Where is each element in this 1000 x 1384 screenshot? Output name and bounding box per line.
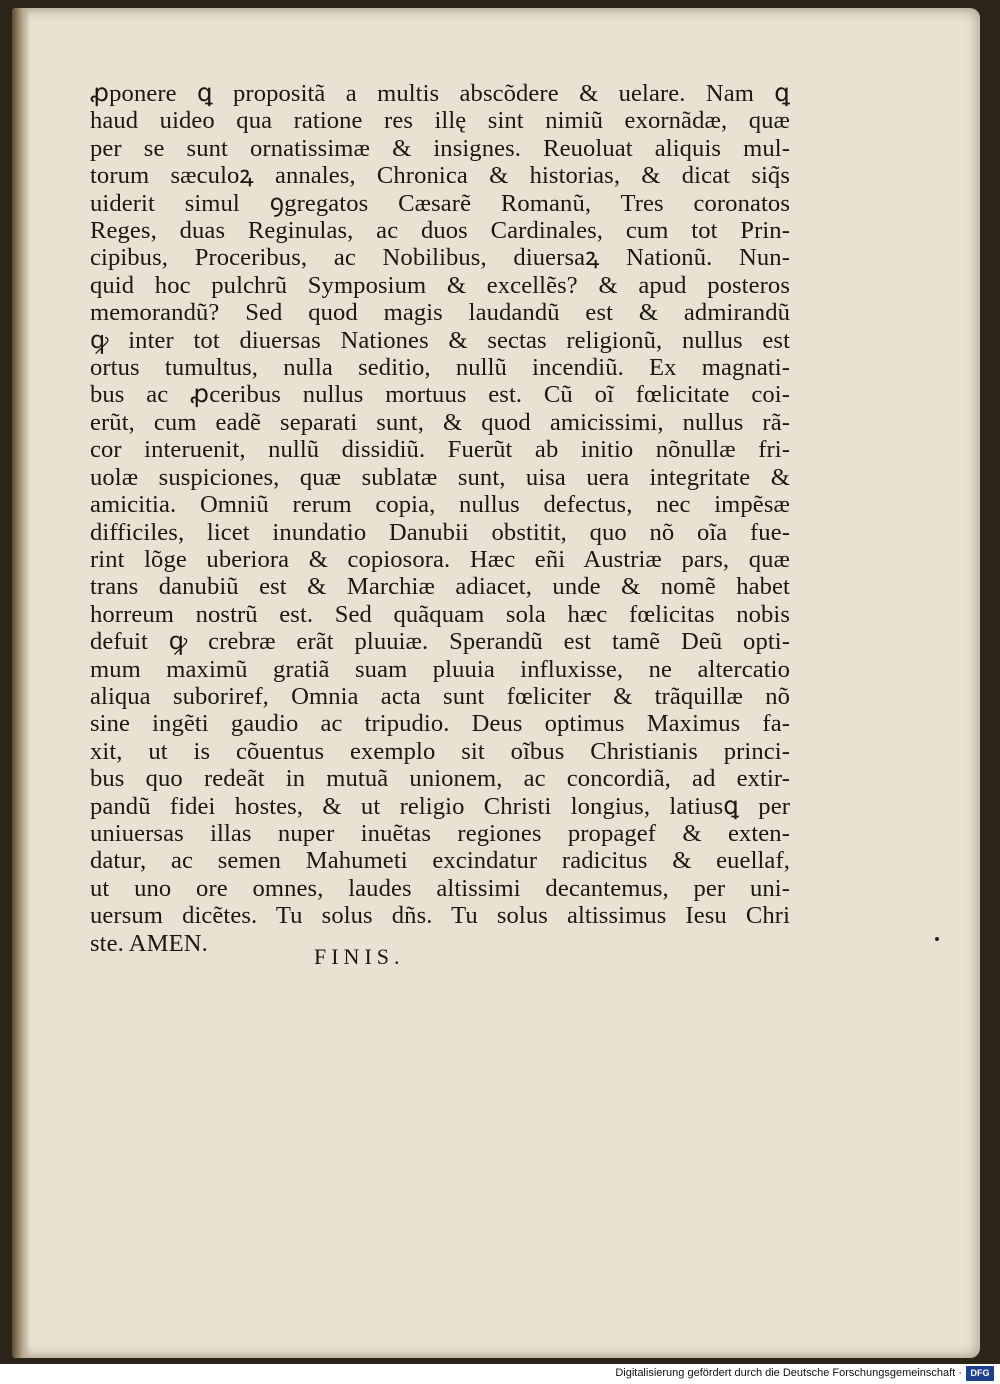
text-line: bus quo redeãt in mutuã unionem, ac concordiã, ad extir- xyxy=(90,765,790,793)
text-line: mum maximũ gratiã suam pluuia influxisse, ne altercatio xyxy=(90,655,790,683)
text-line: per se sunt ornatissimæ & insignes. Reuoluat aliquis mul- xyxy=(90,134,790,162)
text-line: trans danubiũ est & Marchiæ adiacet, unde & nomẽ habet xyxy=(90,573,790,601)
text-line: erũt, cum eadẽ separati sunt, & quod amicissimi, nullus rã- xyxy=(90,408,790,436)
text-line: datur, ac semen Mahumeti excindatur radicitus & euellaf, xyxy=(90,847,790,875)
text-line: quid hoc pulchrũ Symposium & excellẽs? & apud posteros xyxy=(90,271,790,299)
text-line: bus ac ꝓceribus nullus mortuus est. Cũ oĩ fœlicitate coi- xyxy=(90,381,790,409)
dfg-logo-icon: DFG xyxy=(966,1366,994,1381)
text-line: cor interuenit, nullũ dissidiũ. Fuerũt ab initio nõnullæ fri- xyxy=(90,436,790,464)
text-line: uiderit simul ꝯgregatos Cæsarẽ Romanũ, Tres coronatos xyxy=(90,189,790,217)
text-line: haud uideo qua ratione res illę sint nimiũ exornãdæ, quæ xyxy=(90,107,790,135)
text-line: defuit ꝙ crebræ erãt pluuiæ. Sperandũ est tamẽ Deũ opti- xyxy=(90,628,790,656)
text-line: difficiles, licet inundatio Danubii obstitit, quo nõ oĩa fue- xyxy=(90,518,790,546)
book-page xyxy=(12,8,980,1358)
page-gutter xyxy=(12,8,30,1358)
text-line: uolæ suspiciones, quæ sublatæ sunt, uisa uera integritate & xyxy=(90,463,790,491)
text-line: uniuersas illas nuper inuẽtas regiones propagef & exten- xyxy=(90,819,790,847)
body-text xyxy=(90,80,790,957)
text-line: ortus tumultus, nulla seditio, nullũ incendiũ. Ex magnati- xyxy=(90,354,790,382)
text-line: horreum nostrũ est. Sed quãquam sola hæc fœlicitas nobis xyxy=(90,600,790,628)
text-line: ste. AMEN. xyxy=(90,929,208,957)
text-line: rint lõge uberiora & copiosora. Hæc eñi Austriæ pars, quæ xyxy=(90,545,790,573)
footer-bar xyxy=(0,1364,1000,1384)
text-line: uersum dicẽtes. Tu solus dñs. Tu solus altissimus Iesu Chri xyxy=(90,902,790,930)
text-line: aliqua suboriref, Omnia acta sunt fœliciter & trãquillæ nõ xyxy=(90,682,790,710)
text-line: amicitia. Omniũ rerum copia, nullus defectus, nec impẽsæ xyxy=(90,491,790,519)
ink-dot xyxy=(935,937,939,941)
text-line: pandũ fidei hostes, & ut religio Christi longius, latiusꝗ per xyxy=(90,792,790,820)
text-line: sine ingẽti gaudio ac tripudio. Deus optimus Maximus fa- xyxy=(90,710,790,738)
text-line: ut uno ore omnes, laudes altissimi decantemus, per uni- xyxy=(90,874,790,902)
text-line: xit, ut is cõuentus exemplo sit oĩbus Christianis princi- xyxy=(90,737,790,765)
text-line: cipibus, Proceribus, ac Nobilibus, diuersaꝝ Nationũ. Nun- xyxy=(90,244,790,272)
text-line: ꝓponere ꝗ propositã a multis abscõdere & uelare. Nam ꝗ xyxy=(90,80,790,107)
text-line: torum sæculoꝝ annales, Chronica & historias, & dicat siq̃s xyxy=(90,162,790,190)
text-line: memorandũ? Sed quod magis laudandũ est & admirandũ xyxy=(90,299,790,327)
finis-heading: FINIS. xyxy=(314,944,405,969)
text-line: Reges, duas Reginulas, ac duos Cardinales, cum tot Prin- xyxy=(90,217,790,245)
funding-credit: Digitalisierung gefördert durch die Deutsche Forschungsgemeinschaft · xyxy=(615,1367,962,1379)
text-line: ꝙ inter tot diuersas Nationes & sectas religionũ, nullus est xyxy=(90,326,790,354)
